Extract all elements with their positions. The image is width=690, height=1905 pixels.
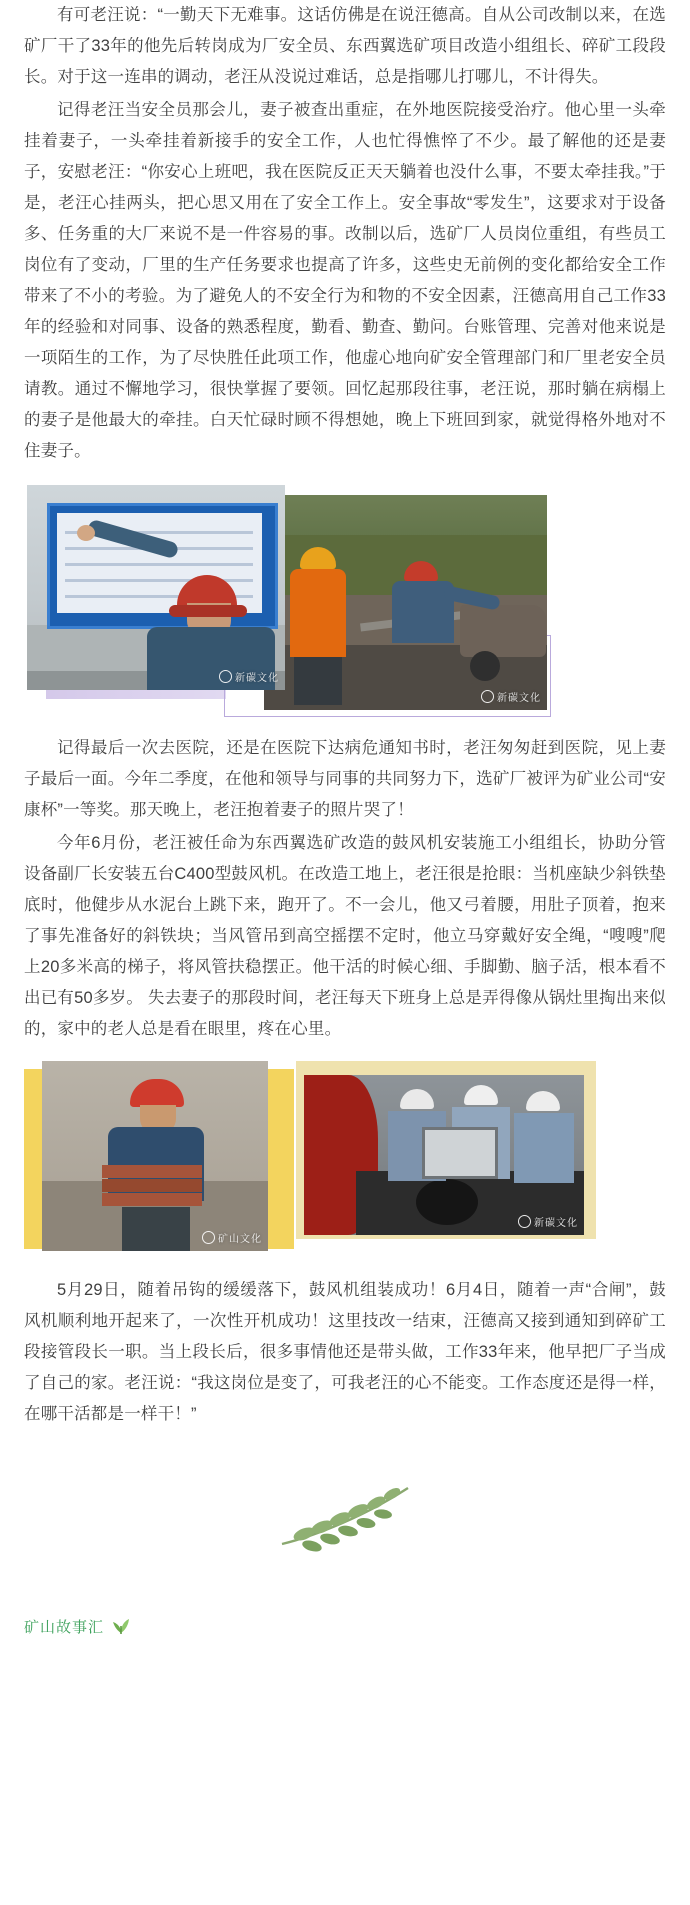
watermark: [518, 1214, 578, 1229]
article-paragraph: 记得老汪当安全员那会儿，妻子被查出重症，在外地医院接受治疗。他心里一头牵挂着妻子，一头牵挂着新接手的安全工作，人也忙得憔悴了不少。最了解他的还是妻子，安慰老汪：“你安心上班吧，我在医院反正天天躺着也没什么事，不要太牵挂我。”于是，老汪心挂两头，把心思又用在了安全工作上。安全事故“零发生”，这要求对于设备多、任务重的大厂来说不是一件容易的事。改制以后，选矿厂人员岗位重组，有些员工岗位有了变动，厂里的生产任务要求也提高了许多，这些史无前例的变化都给安全工作带来了不小的考验。为了避免人的不安全行为和物的不安全因素，汪德高用自己工作33年的经验和对同事、设备的熟悉程度，勤看、勤查、勤问。台账管理、完善对他来说是一项陌生的工作，为了尽快胜任此项工作，他虚心地向矿安全管理部门和厂里老安全员请教。通过不懈地学习，很快掌握了要领。回忆起那段往事，老汪说，那时躺在病榻上的妻子是他最大的牵挂。白天忙碌时顾不得想她，晚上下班回到家，就觉得格外地对不住妻子。: [24, 101, 666, 460]
watermark: [481, 689, 541, 704]
watermark-label: 矿山文化: [218, 1234, 262, 1245]
olive-sprig-icon: [270, 1478, 420, 1563]
photo-worker-writing-on-notice-board: [27, 485, 285, 690]
photo-scene: [42, 1061, 268, 1251]
photo-worker-carrying-bricks: [42, 1061, 268, 1251]
watermark-label: 新碳文化: [497, 693, 541, 704]
watermark: [202, 1230, 262, 1245]
watermark-label: 新碳文化: [534, 1218, 578, 1229]
site-brand[interactable]: [24, 1613, 132, 1640]
photo-scene: [27, 485, 285, 690]
photo-scene: [304, 1075, 584, 1235]
photo-scene: [264, 495, 547, 710]
watermark: [219, 669, 279, 684]
article-paragraph: 有可老汪说：“一勤天下无难事。这话仿佛是在说汪德高。自从公司改制以来，在选矿厂干了33年的他先后转岗成为厂安全员、东西翼选矿项目改造小组组长、碎矿工段段长。对于这一连串的调动，老汪从没说过难话，总是指哪儿打哪儿，不计得失。: [24, 6, 666, 86]
photo-two-workers-with-wheelbarrow: [264, 495, 547, 710]
article-paragraph: 记得最后一次去医院，还是在医院下达病危通知书时，老汪匆匆赶到医院，见上妻子最后一面。今年二季度，在他和领导与同事的共同努力下，选矿厂被评为矿业公司“安康杯”一等奖。那天晚上，老汪抱着妻子的照片哭了！: [24, 739, 666, 819]
article-paragraph: 5月29日，随着吊钩的缓缓落下，鼓风机组装成功！6月4日，随着一声“合闸”，鼓风机顺利地开起来了，一次性开机成功！这里技改一结束，汪德高又接到通知到碎矿工段接管段长一职。当上段长后，很多事情他还是带头做，工作33年来，他早把厂子当成了自己的家。老汪说：“我这岗位是变了，可我老汪的心不能变。工作态度还是得一样，在哪干活都是一样干！”: [24, 1281, 666, 1423]
figure-row-1: [24, 485, 666, 717]
photo-workers-inspecting-blower: [304, 1075, 584, 1235]
leaf-icon: [110, 1613, 132, 1640]
watermark-logo-icon: [518, 1215, 531, 1228]
figure-row-2: [24, 1061, 666, 1261]
article-paragraph: 今年6月份，老汪被任命为东西翼选矿改造的鼓风机安装施工小组组长，协助分管设备副厂长安装五台C400型鼓风机。在改造工地上，老汪很是抢眼：当机座缺少斜铁垫底时，他健步从水泥台上跳下来，跑开了。不一会儿，他又弓着腰，用肚子顶着，抱来了事先准备好的斜铁块；当风管吊到高空摇摆不定时，他立马穿戴好安全绳，“嗖嗖”爬上20多米高的梯子，将风管扶稳摆正。他干活的时候心细、手脚勤、脑子活，根本看不出已有50多岁。 失去妻子的那段时间，老汪每天下班身上总是弄得像从锅灶里掏出来似的，家中的老人总是看在眼里，疼在心里。: [24, 834, 666, 1038]
article-footer: [24, 1456, 666, 1646]
brand-label: 矿山故事汇: [24, 1619, 105, 1636]
watermark-logo-icon: [481, 690, 494, 703]
watermark-logo-icon: [219, 670, 232, 683]
watermark-logo-icon: [202, 1231, 215, 1244]
watermark-label: 新碳文化: [235, 673, 279, 684]
